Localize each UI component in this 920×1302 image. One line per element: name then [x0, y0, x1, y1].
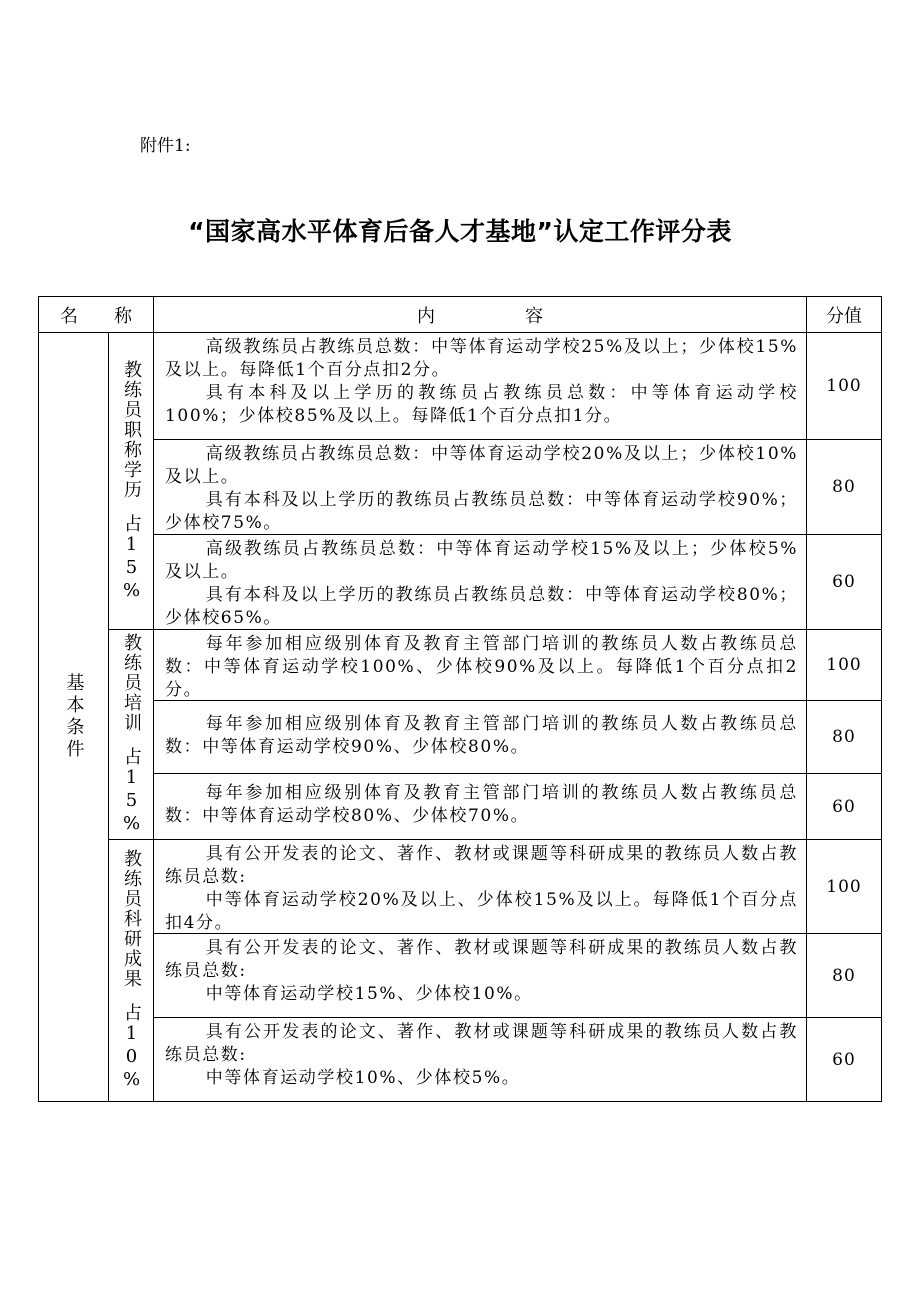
criteria-text: 每年参加相应级别体育及教育主管部门培训的教练员人数占教练员总数：中等体育运动学校90%、少体校80%。 [165, 714, 798, 757]
criteria-text: 每年参加相应级别体育及教育主管部门培训的教练员人数占教练员总数：中等体育运动学校100%、少体校90%及以上。每降低1个百分点扣2分。 [165, 634, 798, 700]
score-value: 60 [832, 572, 856, 592]
score-cell [806, 332, 882, 440]
criteria-cell [153, 534, 807, 630]
score-value: 80 [832, 965, 856, 986]
score-value: 100 [826, 655, 862, 675]
score-cell [806, 629, 882, 701]
criteria-text: 高级教练员占教练员总数：中等体育运动学校15%及以上；少体校5%及以上。 [165, 539, 798, 582]
group-weight: 占15% [121, 513, 142, 603]
criteria-text: 中等体育运动学校15%、少体校10%。 [205, 984, 533, 1004]
criteria-text: 具有公开发表的论文、著作、教材或课题等科研成果的教练员人数占教练员总数: [165, 844, 798, 887]
header-name: 名 称 [60, 305, 132, 327]
criteria-cell [153, 1017, 807, 1102]
attachment-label: 附件1: [140, 136, 191, 156]
header-content-cell [153, 296, 807, 333]
header-score-cell [806, 296, 882, 333]
criteria-cell [153, 933, 807, 1018]
criteria-cell [153, 332, 807, 440]
criteria-text: 中等体育运动学校10%、少体校5%。 [205, 1068, 521, 1088]
score-cell [806, 700, 882, 774]
score-value: 80 [832, 727, 856, 747]
score-cell [806, 933, 882, 1018]
score-cell [806, 1017, 882, 1102]
category-label: 基本条件 [63, 673, 85, 761]
score-value: 60 [832, 796, 856, 817]
page-title: “国家高水平体育后备人才基地”认定工作评分表 [188, 217, 732, 246]
criteria-text: 具有本科及以上学历的教练员占教练员总数：中等体育运动学校100%；少体校85%及以上。每降低1个百分点扣1分。 [165, 383, 798, 426]
criteria-cell [153, 629, 807, 701]
group-label-text: 教练员科研成果 [121, 849, 142, 989]
criteria-text: 具有公开发表的论文、著作、教材或课题等科研成果的教练员人数占教练员总数: [165, 938, 798, 981]
score-value: 60 [832, 1049, 856, 1070]
score-cell [806, 839, 882, 934]
header-name-cell [38, 296, 154, 333]
criteria-cell [153, 839, 807, 934]
group-label-research [108, 839, 154, 1102]
criteria-text: 高级教练员占教练员总数：中等体育运动学校25%及以上；少体校15%及以上。每降低1个百分点扣2分。 [165, 337, 798, 380]
score-value: 100 [826, 376, 862, 396]
group-label-training [108, 629, 154, 840]
group-label-text: 教练员培训 [121, 633, 142, 733]
criteria-cell [153, 773, 807, 840]
group-weight: 占10% [121, 1003, 142, 1092]
score-value: 80 [832, 477, 856, 497]
criteria-text: 中等体育运动学校20%及以上、少体校15%及以上。每降低1个百分点扣4分。 [165, 890, 798, 933]
score-cell [806, 773, 882, 840]
criteria-cell [153, 439, 807, 535]
group-label-text: 教练员职称学历 [121, 359, 142, 500]
header-score: 分值 [826, 305, 862, 327]
criteria-text: 每年参加相应级别体育及教育主管部门培训的教练员人数占教练员总数：中等体育运动学校80%、少体校70%。 [165, 783, 798, 826]
score-value: 100 [826, 876, 862, 897]
criteria-text: 具有公开发表的论文、著作、教材或课题等科研成果的教练员人数占教练员总数: [165, 1022, 798, 1065]
group-weight: 占15% [121, 747, 142, 836]
scoring-table [38, 296, 882, 1102]
header-content: 内 容 [417, 305, 543, 327]
group-label-qualification [108, 332, 154, 630]
score-cell [806, 534, 882, 630]
criteria-cell [153, 700, 807, 774]
category-cell [38, 332, 109, 1102]
score-cell [806, 439, 882, 535]
criteria-text: 具有本科及以上学历的教练员占教练员总数：中等体育运动学校90%；少体校75%。 [165, 490, 798, 533]
criteria-text: 具有本科及以上学历的教练员占教练员总数：中等体育运动学校80%；少体校65%。 [165, 585, 798, 628]
criteria-text: 高级教练员占教练员总数：中等体育运动学校20%及以上；少体校10%及以上。 [165, 444, 798, 487]
